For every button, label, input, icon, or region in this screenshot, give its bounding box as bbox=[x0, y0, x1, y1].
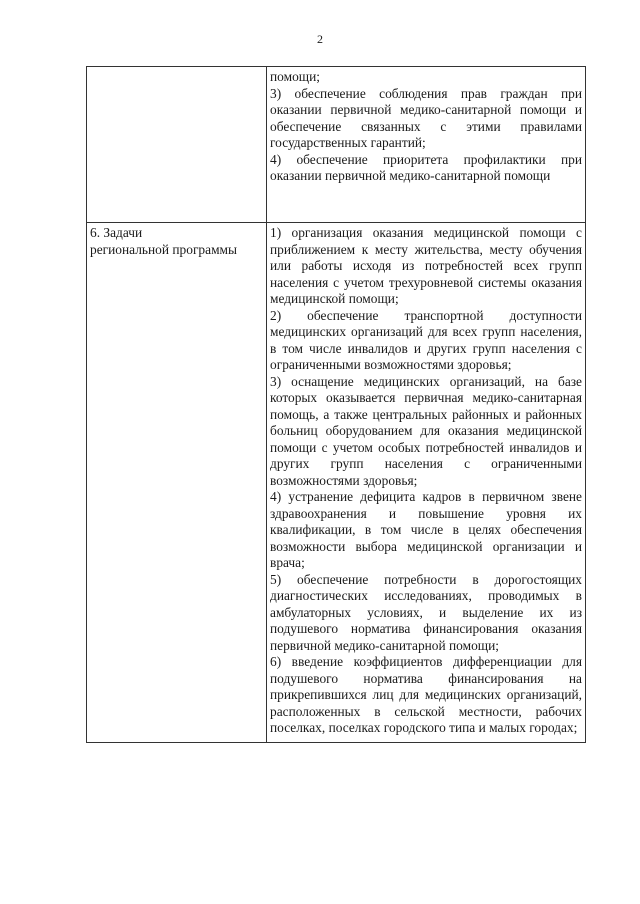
list-item: 4) обеспечение приоритета профилактики при оказании первичной медико-санитарной помощи bbox=[270, 151, 582, 183]
list-item: помощи; bbox=[270, 69, 320, 84]
table-cell-content bbox=[267, 67, 586, 223]
list-item: 4) устранение дефицита кадров в первичном звене здравоохранения и повышение уровня их квалификации, в том числе в целях обеспечения возможности выбора медицинской организации и врача; bbox=[270, 489, 582, 570]
section-number-title: 6. Задачи bbox=[90, 225, 143, 240]
list-item: 5) обеспечение потребности в дорогостоящих диагностических исследованиях, проводимых в амбулаторных условиях, и выделение их из подушевого норматива финансирования оказания первичной медико-санитарной помощи; bbox=[270, 571, 582, 653]
list-item: 3) обеспечение соблюдения прав граждан при оказании первичной медико-санитарной помощи и обеспечение связанных с этими правилами государственных гарантий; bbox=[270, 85, 582, 150]
list-item: 1) организация оказания медицинской помощи с приближением к месту жительства, месту обучения или работы исходя из потребностей всех групп населения с учетом трехуровневой системы оказания медицинской помощи; bbox=[270, 225, 582, 306]
table-row bbox=[87, 67, 586, 223]
list-item: 3) оснащение медицинских организаций, на базе которых оказывается первичная медико-санитарная помощь, а также центральных районных и районных больниц оборудованием для оказания медицинской помощи с учетом особых потребностей инвалидов и других групп населения с ограниченными возможностями здоровья; bbox=[270, 373, 582, 488]
table-cell-empty bbox=[87, 67, 267, 223]
page-number: 2 bbox=[317, 32, 323, 46]
table-cell-heading bbox=[87, 223, 267, 743]
table-row bbox=[87, 223, 586, 743]
list-item: 2) обеспечение транспортной доступности медицинских организаций для всех групп населения, в том числе инвалидов и других групп населения с ограниченными возможностями здоровья; bbox=[270, 307, 582, 372]
section-title: региональной программы bbox=[90, 241, 238, 257]
program-table bbox=[86, 66, 586, 743]
table-cell-content bbox=[267, 223, 586, 743]
list-item: 6) введение коэффициентов дифференциации для подушевого норматива финансирования на прикрепившихся лиц для медицинских организаций, расположенных в сельской местности, рабочих поселках, поселках городского типа и малых городах; bbox=[270, 654, 582, 735]
